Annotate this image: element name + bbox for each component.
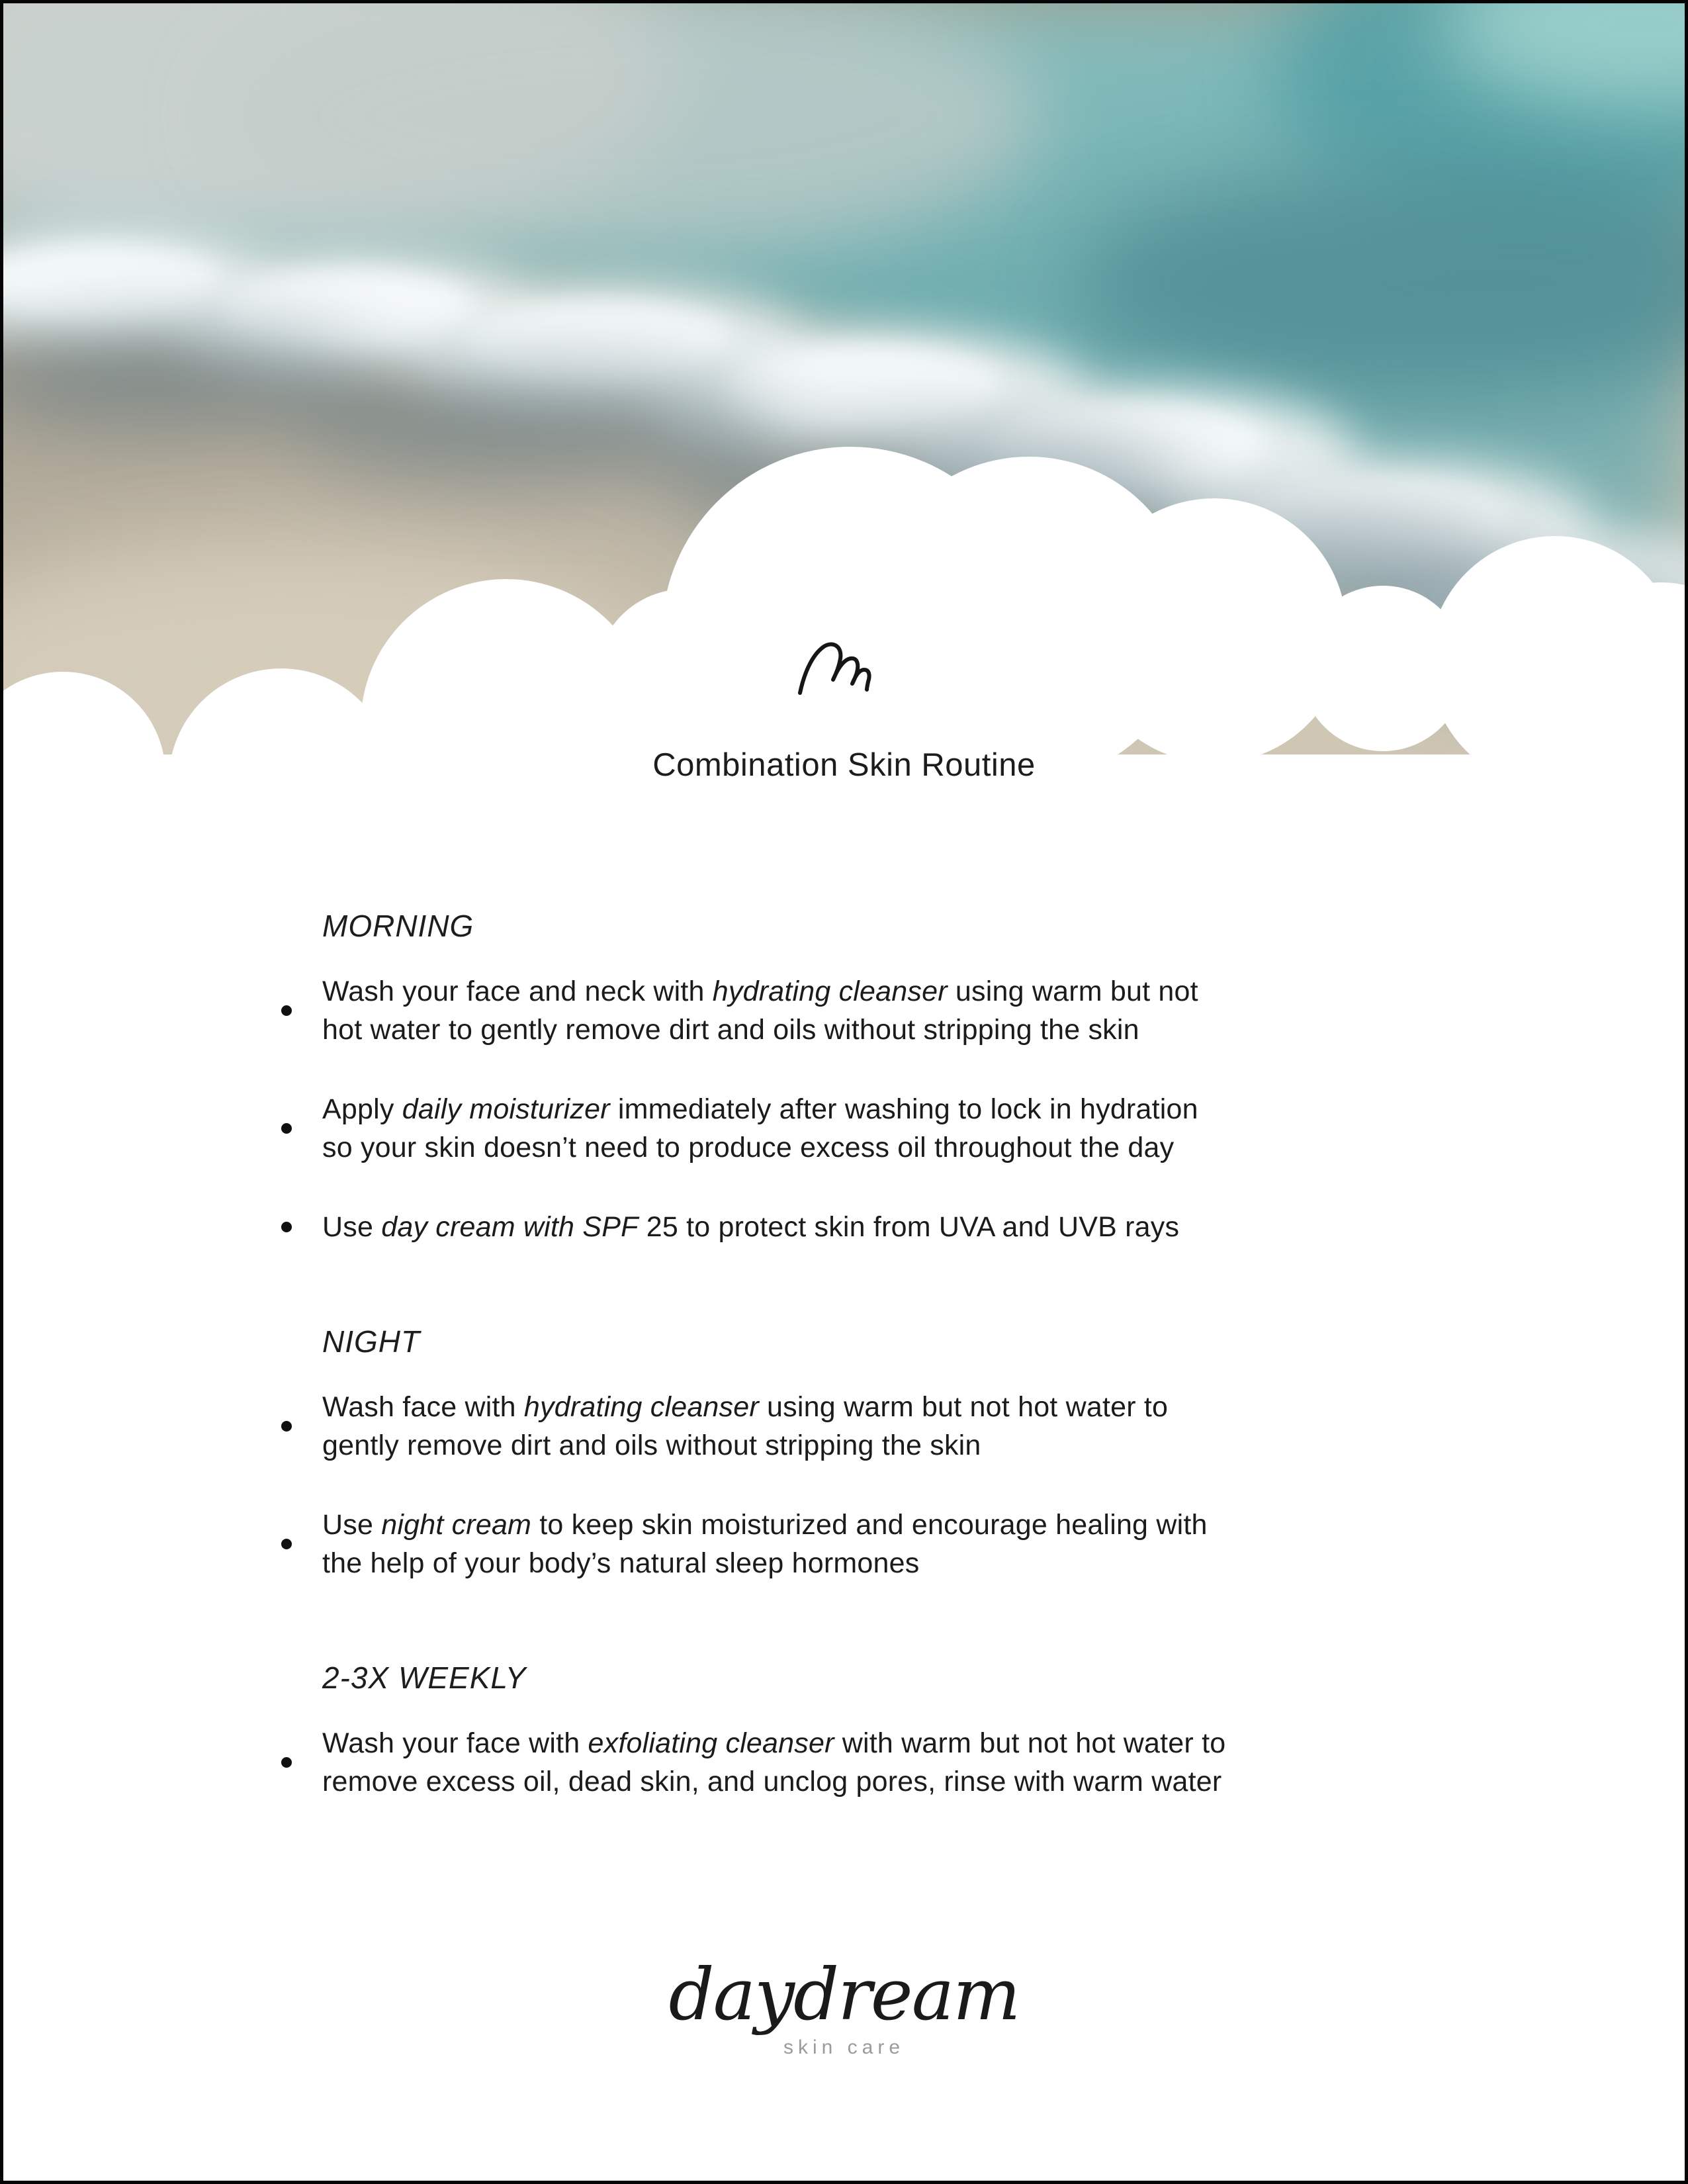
bullet-dot [281,1757,292,1768]
page-title: Combination Skin Routine [652,747,1036,783]
logo-name: daydream [668,1954,1020,2036]
logo-tagline: skin care [783,2036,905,2058]
beach-photo [3,3,1685,864]
list-item-text: Wash face with hydrating cleanser using warm but not hot water to gently remove dirt and oils without stripping the skin [322,1391,1169,1461]
list-item-text: Wash your face and neck with hydrating cleanser using warm but not hot water to gently remove dirt and oils without stripping the skin [322,976,1198,1046]
bullet-dot [281,1539,292,1549]
list-item-text: Use day cream with SPF 25 to protect skin from UVA and UVB rays [322,1211,1180,1243]
bullet-dot [281,1421,292,1432]
beach-photo-svg [3,3,1685,864]
section-heading: NIGHT [322,1324,421,1359]
list-item [281,1388,1446,1465]
section-heading: 2-3X WEEKLY [322,1661,527,1695]
routine-sections [281,890,1446,1801]
list-item [281,1090,1446,1167]
brand-logo [3,1956,1685,2060]
bullet-dot [281,1123,292,1134]
list-item [281,972,1446,1049]
squiggle-icon [795,640,894,697]
list-item-text: Apply daily moisturizer immediately after washing to lock in hydration so your skin doesn’t need to produce excess oil throughout the day [322,1093,1198,1163]
list-item [281,1208,1446,1246]
routine-section [281,909,1446,1246]
bullet-dot [281,1222,292,1232]
routine-section [281,1324,1446,1582]
list-item [281,1724,1446,1801]
bullet-dot [281,1005,292,1016]
list-item-text: Use night cream to keep skin moisturized and encourage healing with the help of your body’s natural sleep hormones [322,1509,1208,1579]
list-item-text: Wash your face with exfoliating cleanser with warm but not hot water to remove excess oil, dead skin, and unclog pores, rinse with warm water [322,1727,1226,1797]
list-item [281,1506,1446,1582]
routine-section [281,1661,1446,1801]
section-heading: MORNING [322,909,474,943]
